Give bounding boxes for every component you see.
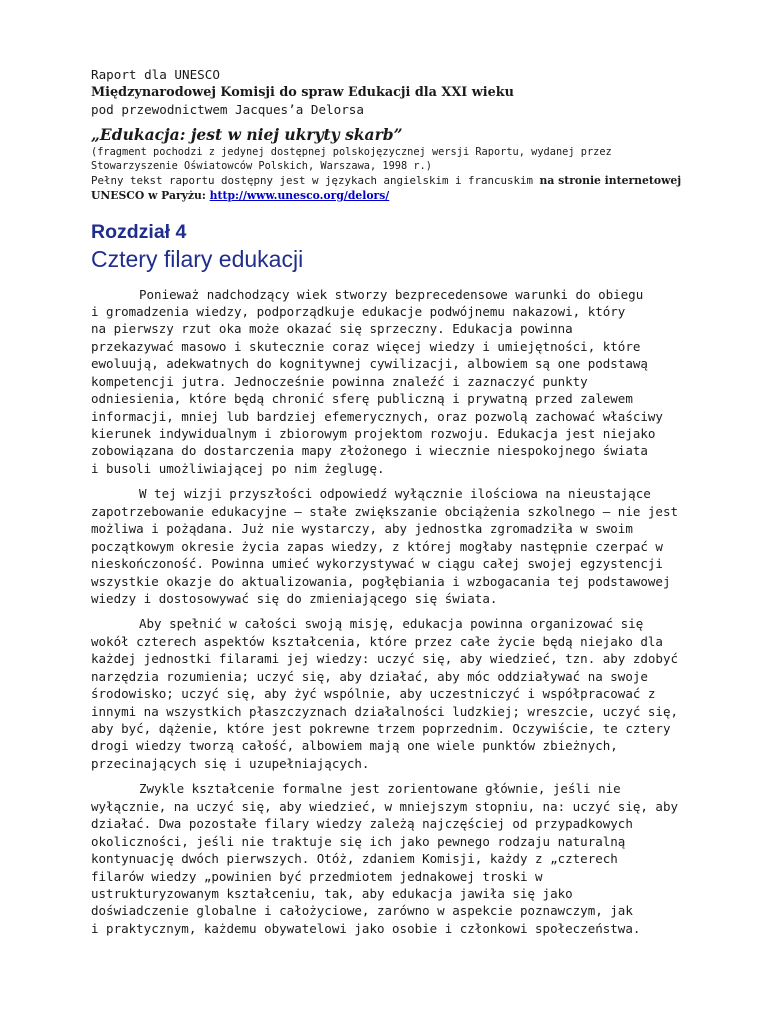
source-note-line-2: Stowarzyszenie Oświatowców Polskich, Warszawa, 1998 r.) (91, 159, 432, 172)
chairmanship-line: pod przewodnictwem Jacques’a Delorsa (91, 102, 364, 117)
text-line: kontynuację dwóch pierwszych. Otóż, zdaniem Komisji, każdy z „czterech (91, 851, 618, 867)
unesco-paris-label: UNESCO w Paryżu: (91, 188, 210, 202)
text-line: odniesienia, które będą chronić sferę publiczną i prywatną przed zalewem (91, 391, 633, 407)
text-line: wszystkie okazje do aktualizowania, pogłębiania i wzbogacania tej podstawowej (91, 573, 671, 589)
text-line: i busoli umożliwiającej po nim żeglugę. (91, 460, 385, 476)
report-label: Raport dla UNESCO (91, 67, 220, 82)
text-line: każdej jednostki filarami jej wiedzy: uczyć się, aby wiedzieć, tzn. aby zdobyć (91, 651, 678, 667)
text-line: doświadczenie globalne i całożyciowe, zarówno w aspekcie poznawczym, jak (91, 903, 633, 919)
text-line: wiedzy i dostosowywać się do zmieniającego się świata. (91, 590, 498, 606)
paragraph-1 (91, 286, 691, 478)
text-line: okoliczności, jeśli nie traktuje się ich jako pewnego rodzaju naturalną (91, 833, 626, 849)
chapter-title: Cztery filary edukacji (91, 245, 304, 272)
source-note-line-1: (fragment pochodzi z jedynej dostępnej polskojęzycznej wersji Raportu, wydanej przez (91, 145, 612, 158)
commission-name: Międzynarodowej Komisji do spraw Edukacji dla XXI wieku (91, 84, 514, 100)
text-line: Zwykle kształcenie formalne jest zorientowane głównie, jeśli nie (139, 781, 621, 797)
text-line: kierunek indywidualnym i zbiorowym projektom rozwoju. Edukacja jest niejako (91, 426, 656, 441)
availability-line-1 (91, 173, 691, 188)
availability-text: Pełny tekst raportu dostępny jest w językach angielskim i francuskim (91, 173, 540, 187)
text-line: Aby spełnić w całości swoją misję, edukacja powinna organizować się (139, 616, 644, 632)
text-line: zapotrzebowanie edukacyjne – stałe zwiększanie obciążenia szkolnego – nie jest (91, 503, 678, 519)
text-line: kompetencji jutra. Jednocześnie powinna znaleźć i zaznaczyć punkty (91, 373, 588, 389)
text-line: wokół czterech aspektów kształcenia, które przez całe życie będą niejako dla (91, 633, 663, 649)
paragraph-2 (91, 485, 691, 607)
text-line: nieskończoność. Powinna umieć wykorzystywać w ciągu całej swojej egzystencji (91, 556, 663, 572)
text-line: na pierwszy rzut oka może okazać się sprzeczny. Edukacja powinna (91, 321, 573, 337)
text-line: ewoluują, adekwatnych do kognitywnej cywilizacji, albowiem są one podstawą (91, 356, 648, 372)
text-line: filarów wiedzy „powinien być przedmiotem jednakowej troski w (91, 868, 543, 884)
text-line: Ponieważ nadchodzący wiek stworzy bezprecedensowe warunki do obiegu (139, 286, 644, 302)
document-body (91, 66, 691, 937)
report-title: „Edukacja: jest w niej ukryty skarb” (91, 124, 403, 144)
text-line: aby być, dążenie, które jest pokrewne trzem poprzednim. Oczywiście, te cztery (91, 721, 671, 736)
text-line: środowisko; uczyć się, aby żyć wspólnie, aby uczestniczyć i współpracować z (91, 686, 656, 702)
text-line: przecinających się i uzupełniających. (91, 755, 370, 771)
delors-link[interactable]: http://www.unesco.org/delors/ (209, 188, 390, 202)
chapter-number: Rozdział 4 (91, 220, 187, 243)
text-line: i praktycznym, każdemu obywatelowi jako osobie i członkowi społeczeństwa. (91, 920, 641, 936)
availability-bold: na stronie internetowej (539, 173, 682, 187)
chapter-text (91, 286, 691, 938)
text-line: informacji, mniej lub bardziej efemerycznych, oraz pozwolą zachować właściwy (91, 408, 663, 424)
text-line: drogi wiedzy tworzą całość, albowiem mają one wiele punktów zbieżnych, (91, 738, 618, 754)
text-line: W tej wizji przyszłości odpowiedź wyłącznie ilościowa na nieustające (139, 486, 651, 502)
availability-line-2 (91, 188, 691, 203)
text-line: wyłącznie, na uczyć się, aby wiedzieć, w mniejszym stopniu, na: uczyć się, aby (91, 798, 678, 814)
paragraph-3 (91, 615, 691, 772)
text-line: początkowym okresie życia zapas wiedzy, z której mogłaby następnie czerpać w (91, 538, 663, 554)
paragraph-4 (91, 780, 691, 937)
text-line: działać. Dwa pozostałe filary wiedzy zależą najczęściej od przypadkowych (91, 816, 633, 832)
text-line: możliwa i pożądana. Już nie wystarczy, aby jednostka zgromadziła w swoim (91, 521, 633, 537)
text-line: przekazywać masowo i skutecznie coraz więcej wiedzy i umiejętności, które (91, 338, 641, 354)
text-line: i gromadzenia wiedzy, podporządkuje edukacje podwójnemu nakazowi, który (91, 303, 626, 319)
text-line: innymi na wszystkich płaszczyznach działalności ludzkiej; wreszcie, uczyć się, (91, 703, 678, 719)
text-line: ustrukturyzowanym kształceniu, tak, aby edukacja jawiła się jako (91, 885, 573, 901)
text-line: narzędzia rozumienia; uczyć się, aby działać, aby móc oddziaływać na swoje (91, 668, 648, 684)
text-line: zobowiązana do dostarczenia mapy złożonego i wiecznie niespokojnego świata (91, 443, 648, 459)
